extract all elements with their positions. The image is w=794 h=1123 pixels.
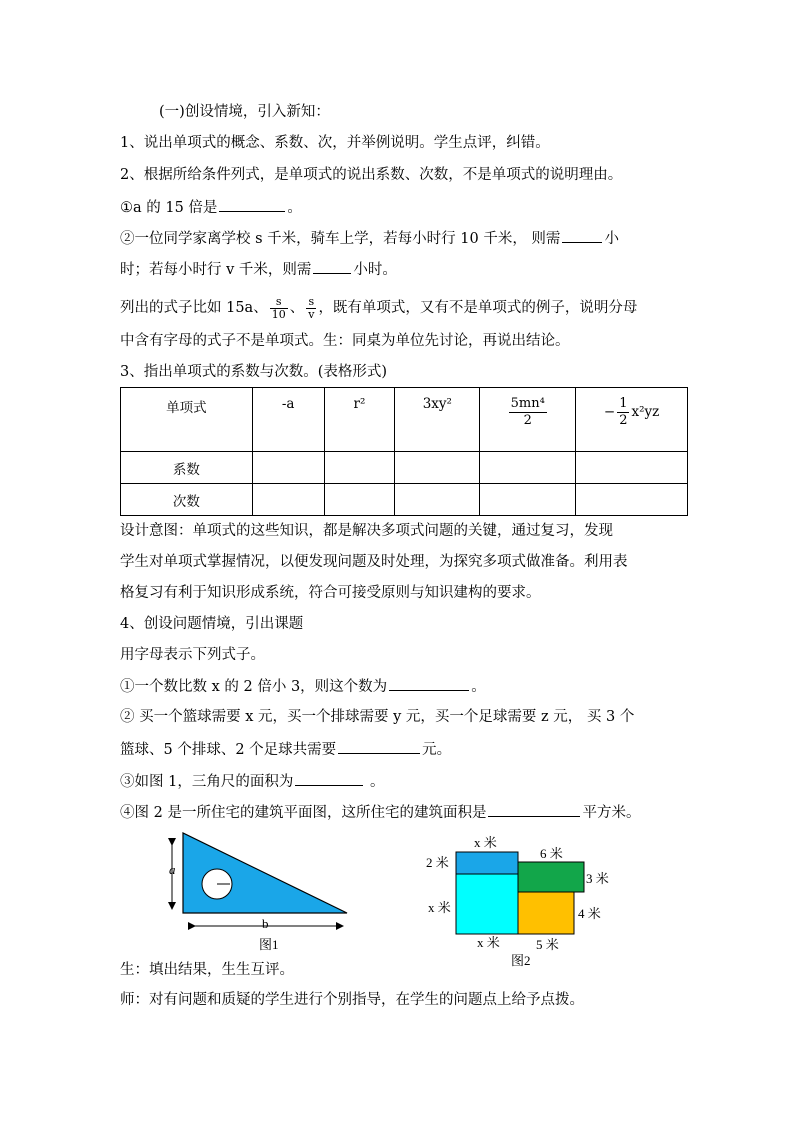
item-2c-line2: 中含有字母的式子不是单项式。生：同桌为单位先讨论，再说出结论。 [120, 333, 570, 349]
question-text: ④图 2 是一所住宅的建筑平面图，这所住宅的建筑面积是 [120, 805, 487, 821]
label-top-x: x 米 [474, 835, 497, 850]
item-2a-end: 。 [287, 200, 302, 216]
answer-cell[interactable] [480, 484, 576, 516]
label-a: a [169, 862, 176, 877]
item-2b-end2: 小时。 [353, 262, 397, 278]
design-line-1: 设计意图：单项式的这些知识，都是解决多项式问题的关键，通过复习，发现 [120, 523, 613, 539]
term-cell [480, 388, 576, 452]
question-1 [120, 676, 486, 697]
term-cell [576, 388, 688, 452]
room-cyan [456, 874, 518, 934]
teacher-note: 师：对有问题和质疑的学生进行个别指导，在学生的问题点上给予点拨。 [120, 992, 584, 1008]
item-3: 3、指出单项式的系数与次数。(表格形式) [120, 364, 388, 380]
fraction-s-over-10 [270, 296, 288, 321]
answer-blank[interactable] [313, 259, 351, 274]
numerator: 5mn⁴ [510, 396, 545, 411]
label-right-4: 4 米 [578, 906, 601, 921]
table-header-row [121, 388, 688, 452]
question-end: 。 [365, 774, 385, 790]
term-cell [395, 388, 480, 452]
fraction-half [617, 396, 629, 429]
question-text: ③如图 1，三角尺的面积为 [120, 774, 294, 790]
table-row [121, 484, 688, 516]
answer-blank[interactable] [219, 197, 285, 212]
label-bottom-x: x 米 [477, 935, 500, 950]
room-blue [456, 852, 518, 874]
answer-cell[interactable] [324, 452, 395, 484]
item-2b-line2 [120, 259, 397, 280]
question-3 [120, 771, 384, 792]
denominator: v [308, 307, 315, 321]
question-end: 元。 [422, 742, 452, 758]
answer-blank[interactable] [562, 228, 602, 243]
answer-cell[interactable] [576, 484, 688, 516]
label-right-3: 3 米 [586, 871, 609, 886]
item-2c-text: 列出的式子比如 15a、 [120, 300, 268, 316]
item-2b-end: 小 [604, 231, 619, 247]
denominator: 2 [523, 413, 532, 428]
label-b: b [262, 916, 269, 931]
label-left-2: 2 米 [426, 855, 449, 870]
numerator: s [306, 296, 316, 309]
label-bottom-5: 5 米 [536, 937, 559, 952]
row-label: 系数 [121, 452, 253, 484]
design-line-2: 学生对单项式掌握情况，以便发现问题及时处理，为探究多项式做准备。利用表 [120, 554, 628, 570]
question-2-line2 [120, 739, 451, 760]
section-title: (一)创设情境，引入新知： [159, 104, 330, 120]
answer-blank[interactable] [389, 676, 469, 691]
question-end: 。 [471, 679, 486, 695]
item-2c-rest: ，既有单项式，又有不是单项式的例子，说明分母 [318, 300, 638, 316]
figure-1-triangle [160, 826, 360, 956]
numerator: s [270, 296, 288, 309]
room-green [518, 862, 584, 892]
answer-cell[interactable] [252, 484, 324, 516]
term-text: r² [353, 396, 366, 412]
term-text: -a [281, 396, 295, 412]
answer-cell[interactable] [324, 484, 395, 516]
denominator: 2 [619, 413, 628, 428]
answer-blank[interactable] [338, 739, 420, 754]
row-label: 次数 [121, 484, 253, 516]
fraction-s-over-v [306, 296, 316, 321]
header-text: 单项式 [166, 400, 207, 416]
item-2b-text2: 时；若每小时行 v 千米，则需 [120, 262, 312, 278]
question-text: 篮球、5 个排球、2 个足球共需要 [120, 742, 337, 758]
part4-title: 4、创设问题情境，引出课题 [120, 616, 304, 632]
term-tail: x²yz [631, 404, 660, 420]
table-header-label [121, 388, 253, 452]
answer-cell[interactable] [480, 452, 576, 484]
part4-intro: 用字母表示下列式子。 [120, 647, 265, 663]
answer-blank[interactable] [295, 771, 363, 786]
separator: 、 [289, 300, 305, 316]
figure-2-floorplan [420, 828, 620, 970]
item-2b-text: ②一位同学家离学校 s 千米，骑车上学，若每小时行 10 千米， 则需 [120, 231, 561, 247]
answer-cell[interactable] [252, 452, 324, 484]
figure-1-caption: 图1 [259, 937, 279, 952]
term-cell [324, 388, 395, 452]
term-cell [252, 388, 324, 452]
item-1: 1、说出单项式的概念、系数、次，并举例说明。学生点评，纠错。 [120, 135, 550, 151]
item-2: 2、根据所给条件列式，是单项式的说出系数、次数，不是单项式的说明理由。 [120, 167, 623, 183]
label-left-x: x 米 [428, 900, 451, 915]
item-2c-line1 [120, 288, 637, 328]
term-text: 3xy² [422, 396, 452, 412]
fraction-term [509, 396, 547, 429]
minus-sign: − [603, 404, 616, 420]
label-top-6: 6 米 [540, 846, 563, 861]
item-2a-text: ①a 的 15 倍是 [120, 200, 218, 216]
item-2a [120, 197, 302, 218]
answer-cell[interactable] [395, 452, 480, 484]
question-2-line1: ② 买一个篮球需要 x 元，买一个排球需要 y 元，买一个足球需要 z 元， 买 3 个 [120, 709, 635, 725]
table-row [121, 452, 688, 484]
design-line-3: 格复习有利于知识形成系统，符合可接受原则与知识建构的要求。 [120, 585, 541, 601]
answer-cell[interactable] [576, 452, 688, 484]
item-2b-line1 [120, 228, 619, 249]
answer-cell[interactable] [395, 484, 480, 516]
question-text: ①一个数比数 x 的 2 倍小 3，则这个数为 [120, 679, 388, 695]
monomial-table [120, 387, 688, 516]
figure-2-caption: 图2 [511, 953, 531, 968]
question-end: 平方米。 [582, 805, 641, 821]
denominator: 10 [271, 307, 286, 321]
question-4 [120, 802, 640, 823]
student-note: 生：填出结果，生生互评。 [120, 962, 294, 978]
room-orange [518, 892, 574, 934]
answer-blank[interactable] [488, 802, 580, 817]
numerator: 1 [619, 396, 628, 411]
